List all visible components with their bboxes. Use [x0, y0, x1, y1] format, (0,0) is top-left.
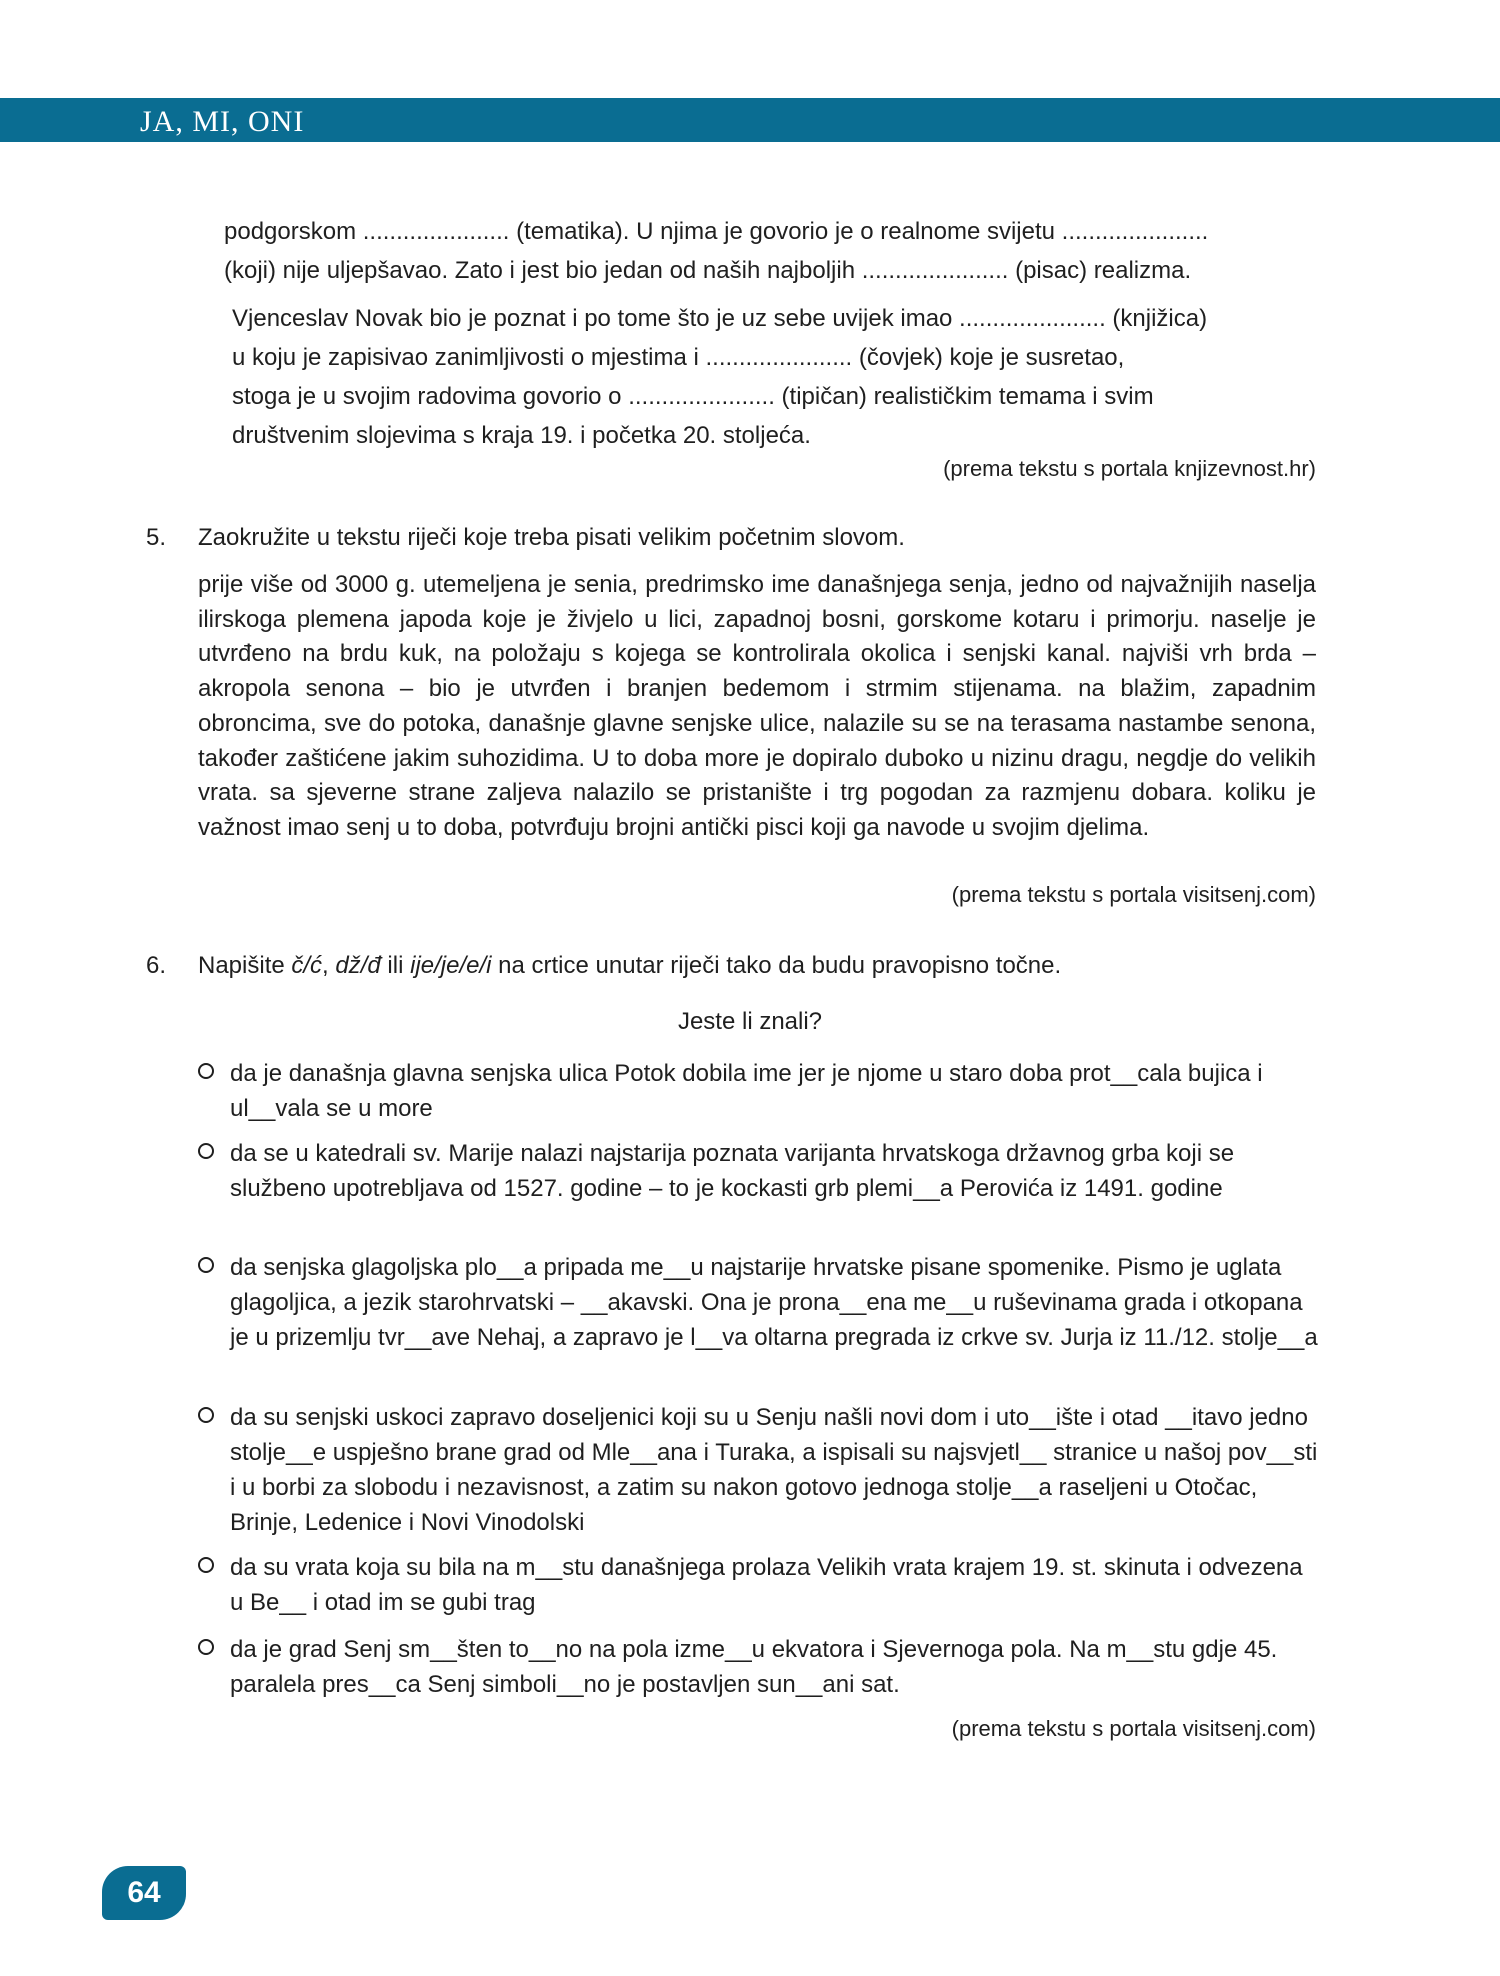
list-item-text: da je današnja glavna senjska ulica Potok dobila ime jer je njome u staro doba prot__cala bujica i ul__vala se u more — [230, 1060, 1263, 1122]
list-item — [198, 1632, 1318, 1702]
instruction-text: Napišite — [198, 952, 292, 979]
list-item — [198, 1136, 1318, 1206]
list-item-text: da su senjski uskoci zapravo doseljenici koji su u Senju našli novi dom i uto__ište i otad __itavo jedno stolje__e uspješno brane grad od Mle__ana i Turaka, a ispisali su najsvjetl__ stranice u našoj pov__sti i u borbi za slobodu i nezavisnost, a zatim su nakon gotovo jednoga stolje__a raseljeni u Otočac, Brinje, Ledenice i Novi Vinodolski — [230, 1404, 1318, 1536]
task-number: 5. — [146, 524, 167, 551]
intro-paragraph-1 — [224, 212, 1314, 290]
list-item — [198, 1400, 1318, 1540]
text-line: (koji) nije uljepšavao. Zato i jest bio jedan od naših najboljih ...................... (pisac) realizma. — [224, 257, 1192, 284]
circle-bullet-icon — [198, 1639, 214, 1655]
circle-bullet-icon — [198, 1557, 214, 1573]
task5-paragraph: prije više od 3000 g. utemeljena je senia, predrimsko ime današnjega senja, jedno od najvažnijih naselja ilirskoga plemena japoda koje je živjelo u lici, zapadnoj bosni, gorskome kotaru i primorju. naselje je utvrđeno na brdu kuk, na položaju s kojega se kontrolirala okolica i senjski kanal. najviši vrh brda – akropola senona – bio je utvrđen i branjen bedemom i strmim stijenama. na blažim, zapadnim obroncima, sve do potoka, današnje glavne senjske ulice, nalazile su se na terasama nastambe senona, također zaštićene jakim suhozidima. U to doba more je dopiralo duboko u nizinu dragu, negdje do velikih vrata. sa sjeverne strane zaljeva nalazilo se pristanište i trg pogodan za razmjenu dobara. koliku je važnost imao senj u to doba, potvrđuju brojni antički pisci koji ga navode u svojim djelima. — [198, 571, 1316, 841]
task-number: 6. — [146, 952, 167, 979]
text-line: podgorskom ...................... (tematika). U njima je govorio je o realnome svijetu ...................... — [224, 218, 1209, 245]
instruction-italic: ije/je/e/i — [410, 952, 492, 979]
source-citation: (prema tekstu s portala visitsenj.com) — [951, 1716, 1316, 1741]
chapter-title: JA, MI, ONI — [140, 105, 305, 138]
list-item-text: da senjska glagoljska plo__a pripada me__u najstarije hrvatske pisane spomenike. Pismo je uglata glagoljica, a jezik starohrvatski – __akavski. Ona je prona__ena me__u ruševinama grada i otkopana je u prizemlju tvr__ave Nehaj, a zapravo je l__va oltarna pregrada iz crkve sv. Jurja iz 11./12. stolje__a — [230, 1254, 1318, 1351]
task-instruction — [198, 948, 1318, 984]
section-heading: Jeste li znali? — [677, 1008, 823, 1035]
circle-bullet-icon — [198, 1063, 214, 1079]
list-item-text: da su vrata koja su bila na m__stu današnjega prolaza Velikih vrata krajem 19. st. skinuta i odvezena u Be__ i otad im se gubi trag — [230, 1554, 1303, 1616]
text-line: društvenim slojevima s kraja 19. i početka 20. stoljeća. — [232, 422, 811, 449]
text-line: Vjenceslav Novak bio je poznat i po tome što je uz sebe uvijek imao ...................... (knjižica) — [232, 305, 1208, 332]
circle-bullet-icon — [198, 1257, 214, 1273]
list-item — [198, 1250, 1318, 1355]
intro-paragraph-2 — [232, 299, 1322, 455]
text-line: stoga je u svojim radovima govorio o ...................... (tipičan) realističkim temama i svim — [232, 383, 1154, 410]
instruction-italic: č/ć — [291, 952, 323, 979]
text-line: u koju je zapisivao zanimljivosti o mjestima i ...................... (čovjek) koje je susretao, — [232, 344, 1125, 371]
list-item-text: da je grad Senj sm__šten to__no na pola izme__u ekvatora i Sjevernoga pola. Na m__stu gdje 45. paralela pres__ca Senj simboli__no je postavljen sun__ani sat. — [230, 1636, 1278, 1698]
source-citation: (prema tekstu s portala knjizevnost.hr) — [943, 456, 1316, 481]
list-item-text: da se u katedrali sv. Marije nalazi najstarija poznata varijanta hrvatskoga državnog grba koji se službeno upotrebljava od 1527. godine – to je kockasti grb plemi__a Perovića iz 1491. godine — [230, 1140, 1235, 1202]
task-instruction: Zaokružite u tekstu riječi koje treba pisati velikim početnim slovom. — [198, 524, 905, 551]
instruction-text: na crtice unutar riječi tako da budu pravopisno točne. — [491, 952, 1062, 979]
list-item — [198, 1550, 1318, 1620]
source-citation: (prema tekstu s portala visitsenj.com) — [951, 882, 1316, 907]
circle-bullet-icon — [198, 1407, 214, 1423]
instruction-text: , — [322, 952, 336, 979]
instruction-italic: dž/đ — [335, 952, 381, 979]
page-number-badge: 64 — [102, 1866, 186, 1920]
circle-bullet-icon — [198, 1143, 214, 1159]
instruction-text: ili — [380, 952, 411, 979]
list-item — [198, 1056, 1318, 1126]
